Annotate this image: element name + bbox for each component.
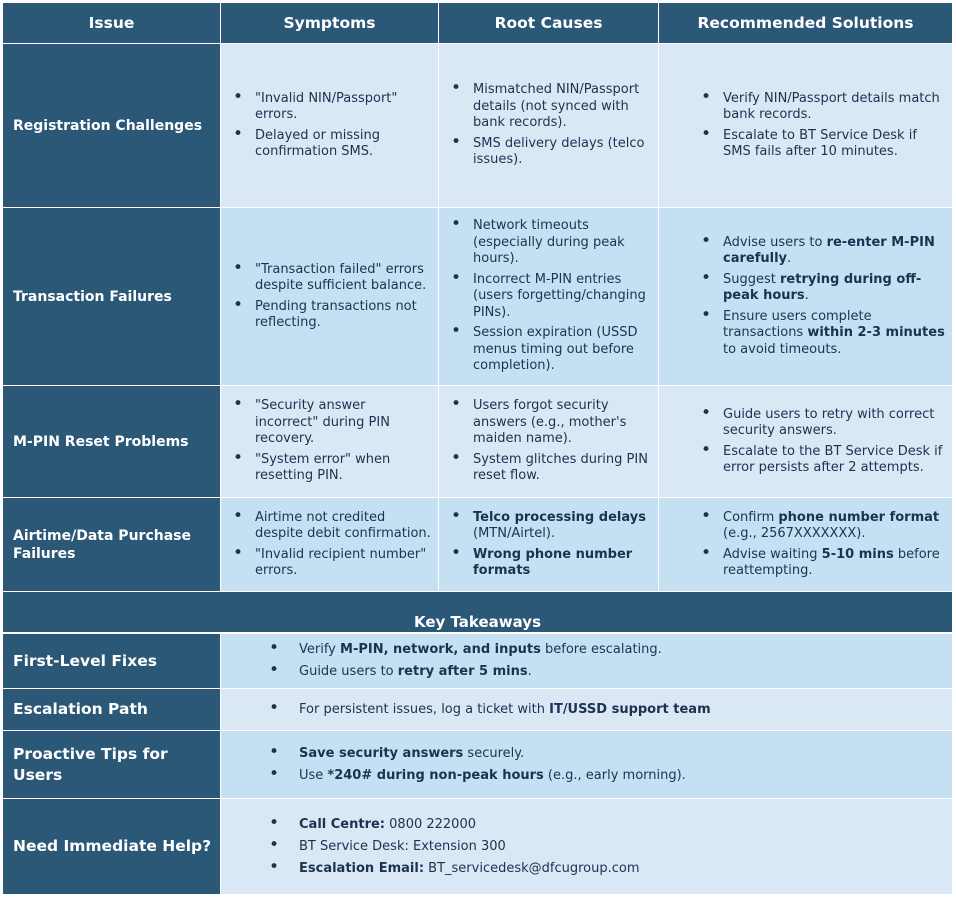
emphasis-text: Wrong phone number formats xyxy=(473,546,633,578)
takeaway-items-cell xyxy=(221,731,953,799)
emphasis-text: *240# during non-peak hours xyxy=(327,767,544,783)
list-item: • Escalate to the BT Service Desk if error persists after 2 attempts. xyxy=(699,444,946,477)
symptoms-list xyxy=(231,91,432,161)
list-item: • Escalation Email: BT_servicedesk@dfcugroup.com xyxy=(265,858,952,880)
solutions-cell xyxy=(659,208,953,386)
emphasis-text: within 2-3 minutes xyxy=(807,325,945,341)
list-item: • Suggest retrying during off-peak hours. xyxy=(699,272,946,305)
table-row xyxy=(3,386,953,498)
causes-cell xyxy=(439,208,659,386)
list-item: • Delayed or missing confirmation SMS. xyxy=(231,128,432,161)
takeaway-items-cell xyxy=(221,689,953,731)
list-item: • Mismatched NIN/Passport details (not synced with bank records). xyxy=(449,82,652,132)
header-recommended-solutions: Recommended Solutions xyxy=(659,3,953,44)
takeaway-label: Need Immediate Help? xyxy=(3,799,221,895)
causes-cell xyxy=(439,498,659,592)
table-row xyxy=(3,44,953,208)
emphasis-text: IT/USSD support team xyxy=(549,701,711,717)
solutions-list xyxy=(699,407,946,477)
emphasis-text: 5-10 mins xyxy=(821,546,894,562)
emphasis-text: M-PIN, network, and inputs xyxy=(340,642,541,657)
list-item: • Save security answers securely. xyxy=(265,743,952,765)
list-item: • SMS delivery delays (telco issues). xyxy=(449,136,652,169)
list-item: • "Invalid NIN/Passport" errors. xyxy=(231,91,432,124)
solutions-list xyxy=(699,91,946,161)
list-item: • Pending transactions not reflecting. xyxy=(231,299,432,332)
table-row xyxy=(3,498,953,592)
list-item: • Advise users to re-enter M-PIN carefully. xyxy=(699,235,946,268)
symptoms-cell xyxy=(221,44,439,208)
takeaway-row xyxy=(3,799,953,895)
emphasis-text: retry after 5 mins xyxy=(397,664,528,679)
header-root-causes: Root Causes xyxy=(439,3,659,44)
solutions-cell xyxy=(659,386,953,498)
takeaway-label: Escalation Path xyxy=(3,689,221,731)
takeaway-list xyxy=(265,639,952,683)
key-takeaways-title xyxy=(3,592,953,633)
solutions-list xyxy=(699,510,946,580)
list-item: • Escalate to BT Service Desk if SMS fails after 10 minutes. xyxy=(699,128,946,161)
header-symptoms: Symptoms xyxy=(221,3,439,44)
key-takeaways-row xyxy=(3,592,953,633)
list-item: • Call Centre: 0800 222000 xyxy=(265,814,952,836)
symptoms-cell xyxy=(221,498,439,592)
takeaway-label: First-Level Fixes xyxy=(3,634,221,689)
list-item: • "System error" when resetting PIN. xyxy=(231,452,432,485)
symptoms-cell xyxy=(221,208,439,386)
emphasis-text: Telco processing delays xyxy=(473,509,646,525)
emphasis-text: Escalation Email: xyxy=(299,860,425,876)
takeaway-list xyxy=(265,814,952,880)
issue-cell: Registration Challenges xyxy=(3,44,221,208)
table-row xyxy=(3,208,953,386)
list-item: • Verify M-PIN, network, and inputs before escalating. xyxy=(265,639,952,661)
takeaway-row xyxy=(3,731,953,799)
takeaway-list xyxy=(265,699,952,721)
takeaway-items-cell xyxy=(221,799,953,895)
list-item: • Guide users to retry after 5 mins. xyxy=(265,661,952,683)
list-item: • Ensure users complete transactions within 2-3 minutes to avoid timeouts. xyxy=(699,309,946,359)
list-item xyxy=(449,547,652,580)
symptoms-list xyxy=(231,510,432,580)
causes-list xyxy=(449,398,652,485)
list-item: • "Invalid recipient number" errors. xyxy=(231,547,432,580)
causes-cell xyxy=(439,386,659,498)
list-item: • "Security answer incorrect" during PIN recovery. xyxy=(231,398,432,448)
list-item: • Telco processing delays (MTN/Airtel). xyxy=(449,510,652,543)
list-item: • Guide users to retry with correct security answers. xyxy=(699,407,946,440)
issue-cell: Airtime/Data Purchase Failures xyxy=(3,498,221,592)
takeaway-items-cell xyxy=(221,634,953,689)
list-item: • Use *240# during non-peak hours (e.g., early morning). xyxy=(265,765,952,787)
list-item: • Advise waiting 5-10 mins before reattempting. xyxy=(699,547,946,580)
takeaway-list xyxy=(265,743,952,787)
key-takeaways-label: Key Takeaways xyxy=(413,613,542,631)
issue-cell: Transaction Failures xyxy=(3,208,221,386)
emphasis-text: phone number format xyxy=(778,509,940,525)
list-item: • Users forgot security answers (e.g., mother's maiden name). xyxy=(449,398,652,448)
emphasis-text: retrying during off-peak hours xyxy=(723,271,922,304)
takeaway-row xyxy=(3,634,953,689)
takeaway-row xyxy=(3,689,953,731)
list-item: • System glitches during PIN reset flow. xyxy=(449,452,652,485)
symptoms-list xyxy=(231,262,432,332)
solutions-cell xyxy=(659,44,953,208)
solutions-list xyxy=(699,235,946,359)
symptoms-cell xyxy=(221,386,439,498)
list-item: • Confirm phone number format (e.g., 2567XXXXXXX). xyxy=(699,510,946,543)
list-item: • "Transaction failed" errors despite sufficient balance. xyxy=(231,262,432,295)
emphasis-text: Save security answers xyxy=(299,745,464,761)
list-item: • Session expiration (USSD menus timing out before completion). xyxy=(449,325,652,375)
symptoms-list xyxy=(231,398,432,485)
issue-cell: M-PIN Reset Problems xyxy=(3,386,221,498)
table-header-row xyxy=(3,3,953,44)
header-issue: Issue xyxy=(3,3,221,44)
troubleshooting-document xyxy=(2,2,952,895)
emphasis-text: Call Centre: xyxy=(299,816,386,832)
list-item: • Airtime not credited despite debit confirmation. xyxy=(231,510,432,543)
causes-list xyxy=(449,218,652,375)
takeaway-label: Proactive Tips for Users xyxy=(3,731,221,799)
issues-table xyxy=(2,2,953,633)
list-item: • Incorrect M-PIN entries (users forgetting/changing PINs). xyxy=(449,272,652,322)
list-item: • Network timeouts (especially during peak hours). xyxy=(449,218,652,268)
causes-cell xyxy=(439,44,659,208)
solutions-cell xyxy=(659,498,953,592)
emphasis-text: re-enter M-PIN carefully xyxy=(723,234,935,267)
list-item: • Verify NIN/Passport details match bank records. xyxy=(699,91,946,124)
causes-list xyxy=(449,82,652,169)
list-item: • For persistent issues, log a ticket with IT/USSD support team xyxy=(265,699,952,721)
causes-list xyxy=(449,510,652,580)
list-item: • BT Service Desk: Extension 300 xyxy=(265,836,952,858)
takeaways-table xyxy=(2,633,953,895)
